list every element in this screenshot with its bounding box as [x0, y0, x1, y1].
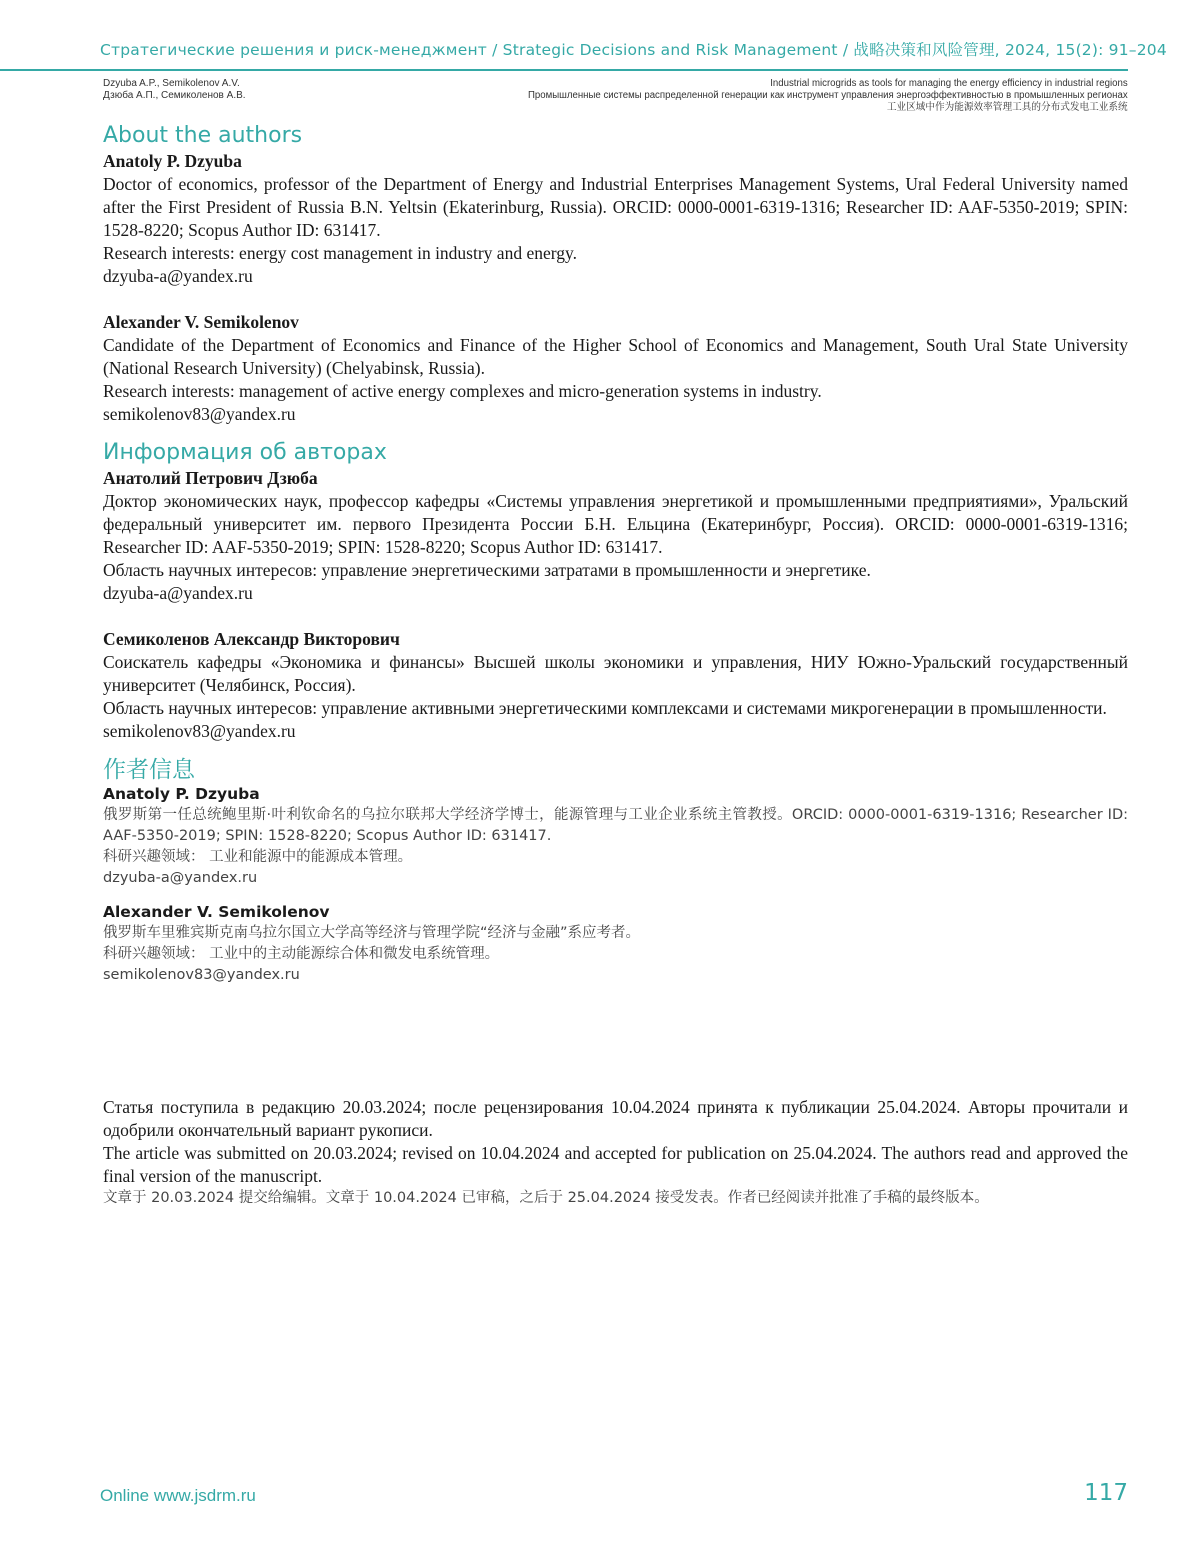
author-bio: 俄罗斯第一任总统鲍里斯·叶利钦命名的乌拉尔联邦大学经济学博士，能源管理与工业企业系统主管教授。ORCID: 0000-0001-6319-1316; Researcher ID: AAF-5350-2019; SPIN: 1528-8220; Scopus Author ID: 631417.	[103, 807, 1128, 844]
running-authors	[103, 78, 246, 102]
about-authors-ru	[103, 439, 1128, 743]
running-title-ru: Промышленные системы распределенной генерации как инструмент управления энергоэффективностью в промышленных регионах	[528, 90, 1128, 101]
note-ru: Статья поступила в редакцию 20.03.2024; после рецензирования 10.04.2024 принята к публикации 25.04.2024. Авторы прочитали и одобрили окончательный вариант рукописи.	[103, 1097, 1128, 1140]
about-authors-en	[103, 122, 1128, 426]
author-interests: Область научных интересов: управление энергетическими затратами в промышленности и энергетике.	[103, 560, 871, 580]
footer-site: Online www.jsdrm.ru	[100, 1486, 256, 1505]
author-interests: Область научных интересов: управление активными энергетическими комплексами и системами микрогенерации в промышленности.	[103, 698, 1107, 718]
running-title-en: Industrial microgrids as tools for managing the energy efficiency in industrial regions	[770, 78, 1128, 89]
journal-header: Стратегические решения и риск-менеджмент / Strategic Decisions and Risk Management / 战略决策和风险管理, 2024, 15(2): 91–204	[100, 41, 1167, 59]
author-interests: 科研兴趣领域： 工业和能源中的能源成本管理。	[103, 849, 413, 865]
running-authors-en: Dzyuba A.P., Semikolenov A.V.	[103, 78, 240, 89]
note-cn: 文章于 20.03.2024 提交给编辑。文章于 10.04.2024 已审稿，之后于 25.04.2024 接受发表。作者已经阅读并批准了手稿的最终版本。	[103, 1190, 989, 1206]
running-title	[505, 78, 1128, 114]
page-number: 117	[1084, 1480, 1128, 1506]
author-bio: Doctor of economics, professor of the Department of Energy and Industrial Enterprises Management Systems, Ural Federal University named after the First President of Russia B.N. Yeltsin (Ekaterinburg, Russia). ORCID: 0000-0001-6319-1316; Researcher ID: AAF-5350-2019; SPIN: 1528-8220; Scopus Author ID: 631417.	[103, 174, 1128, 240]
section-heading-cn: 作者信息	[103, 757, 195, 783]
author-name: Anatoly P. Dzyuba	[103, 785, 260, 803]
author-email: dzyuba-a@yandex.ru	[103, 870, 258, 886]
author-email: dzyuba-a@yandex.ru	[103, 583, 253, 603]
author-bio: Соискатель кафедры «Экономика и финансы» Высшей школы экономики и управления, НИУ Южно-Уральский государственный университет (Челябинск, Россия).	[103, 652, 1128, 695]
running-authors-ru: Дзюба А.П., Семиколенов А.В.	[103, 90, 246, 101]
author-email: semikolenov83@yandex.ru	[103, 967, 300, 983]
header-rule	[0, 69, 1128, 71]
author-bio: 俄罗斯车里雅宾斯克南乌拉尔国立大学高等经济与管理学院“经济与金融”系应考者。	[103, 925, 641, 941]
author-email: semikolenov83@yandex.ru	[103, 721, 296, 741]
author-name: Семиколенов Александр Викторович	[103, 629, 400, 649]
section-heading-ru: Информация об авторах	[103, 440, 387, 465]
author-name: Anatoly P. Dzyuba	[103, 151, 242, 171]
about-authors-cn	[103, 756, 1128, 986]
author-name: Анатолий Петрович Дзюба	[103, 468, 318, 488]
author-interests: Research interests: energy cost management in industry and energy.	[103, 243, 577, 263]
note-en: The article was submitted on 20.03.2024; revised on 10.04.2024 and accepted for publication on 25.04.2024. The authors read and approved the final version of the manuscript.	[103, 1143, 1128, 1186]
author-interests: 科研兴趣领域： 工业中的主动能源综合体和微发电系统管理。	[103, 946, 500, 962]
publication-notes	[103, 1096, 1128, 1209]
section-heading-en: About the authors	[103, 123, 303, 148]
author-email: dzyuba-a@yandex.ru	[103, 266, 253, 286]
author-bio: Candidate of the Department of Economics and Finance of the Higher School of Economics and Management, South Ural State University (National Research University) (Chelyabinsk, Russia).	[103, 335, 1128, 378]
author-interests: Research interests: management of active energy complexes and micro-generation systems in industry.	[103, 381, 822, 401]
author-bio: Доктор экономических наук, профессор кафедры «Системы управления энергетикой и промышленными предприятиями», Уральский федеральный университет им. первого Президента России Б.Н. Ельцина (Екатеринбург, Россия). ORCID: 0000-0001-6319-1316; Researcher ID: AAF-5350-2019; SPIN: 1528-8220; Scopus Author ID: 631417.	[103, 491, 1128, 557]
author-name: Alexander V. Semikolenov	[103, 903, 330, 921]
running-title-cn: 工业区域中作为能源效率管理工具的分布式发电工业系统	[887, 102, 1128, 113]
author-name: Alexander V. Semikolenov	[103, 312, 299, 332]
author-email: semikolenov83@yandex.ru	[103, 404, 296, 424]
main-content	[103, 122, 1128, 986]
